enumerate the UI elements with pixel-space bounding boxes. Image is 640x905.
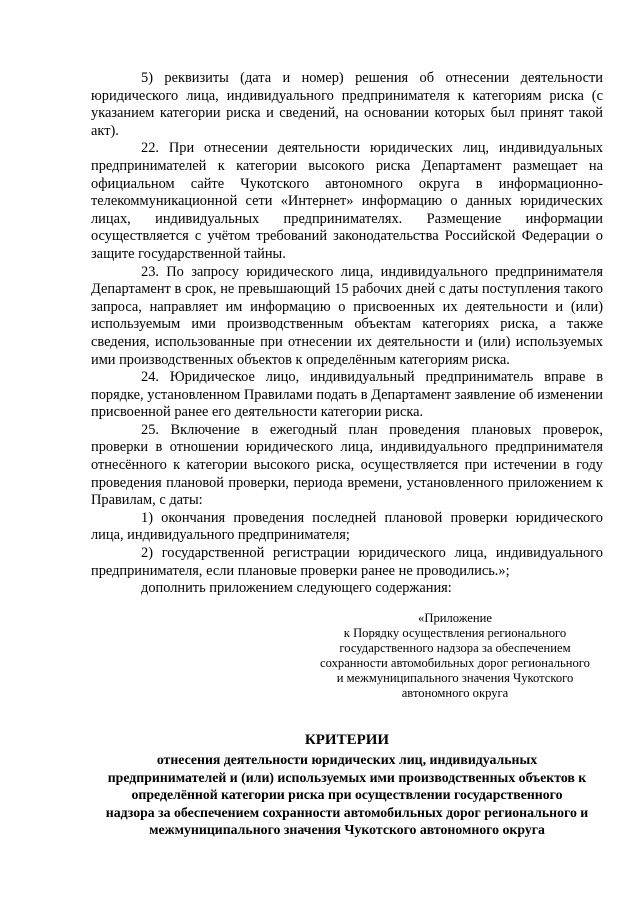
appendix-line: сохранности автомобильных дорог регионального xyxy=(320,656,590,671)
paragraph-25: 25. Включение в ежегодный план проведения плановых проверок, проверки в отношении юридического лица, индивидуального предпринимателя отнесённого к категории высокого риска, осуществляется при истечении в году проведения плановой проверки, периода времени, установленного приложением к Правилам, с даты: xyxy=(91,421,603,509)
paragraph-25-item-2: 2) государственной регистрации юридического лица, индивидуального предпринимателя, если плановые проверки ранее не проводились.»; xyxy=(91,545,603,579)
appendix-line: автономного округа xyxy=(401,686,509,701)
appendix-line: «Приложение xyxy=(418,611,492,625)
appendix-line: к Порядку осуществления регионального xyxy=(343,626,567,641)
paragraph-25-item-1: 1) окончания проведения последней плановой проверки юридического лица, индивидуального предпринимателя; xyxy=(91,509,603,544)
paragraph-amendment-note: дополнить приложением следующего содержания: xyxy=(141,580,452,597)
appendix-line: и межмуниципального значения Чукотского xyxy=(336,671,574,686)
paragraph-23: 23. По запросу юридического лица, индивидуального предпринимателя Департамент в срок, не превышающий 15 рабочих дней с даты поступления такого запроса, направляет им информацию о присвоенных их деятельности и (или) используемым ими производственным объектам категориях риска, а также сведения, использованные при отнесении их деятельности и (или) используемых ими производственных объектов к определённым категориям риска. xyxy=(91,263,603,368)
criteria-subtitle-line: надзора за обеспечением сохранности автомобильных дорог регионального и xyxy=(105,804,589,820)
document-body xyxy=(91,70,603,598)
criteria-subtitle xyxy=(91,751,603,839)
appendix-header xyxy=(305,611,605,702)
criteria-subtitle-line: определённой категории риска при осуществлении государственного xyxy=(131,787,563,803)
criteria-heading xyxy=(91,730,603,839)
paragraph-item-5: 5) реквизиты (дата и номер) решения об отнесении деятельности юридического лица, индивидуального предпринимателя к категориям риска (с указанием категории риска и сведений, на основании которых был принят такой акт). xyxy=(91,70,603,139)
paragraph-24: 24. Юридическое лицо, индивидуальный предприниматель вправе в порядке, установленном Правилами подать в Департамент заявление об изменении присвоенной ранее его деятельности категории риска. xyxy=(91,369,603,421)
paragraph-22: 22. При отнесении деятельности юридических лиц, индивидуальных предпринимателей к категории высокого риска Департамент размещает на официальном сайте Чукотского автономного округа в информационно-телекоммуникационной сети «Интернет» информацию о данных юридических лицах, индивидуальных предпринимателях. Размещение информации осуществляется с учётом требований законодательства Российской Федерации о защите государственной тайны. xyxy=(91,140,603,262)
criteria-subtitle-line: отнесения деятельности юридических лиц, индивидуальных xyxy=(156,752,538,767)
appendix-line: государственного надзора за обеспечением xyxy=(339,641,571,656)
criteria-title: КРИТЕРИИ xyxy=(304,732,390,748)
criteria-subtitle-line: предпринимателей и (или) используемых ими производственных объектов к xyxy=(107,769,587,785)
criteria-subtitle-line: межмуниципального значения Чукотского автономного округа xyxy=(149,822,545,838)
